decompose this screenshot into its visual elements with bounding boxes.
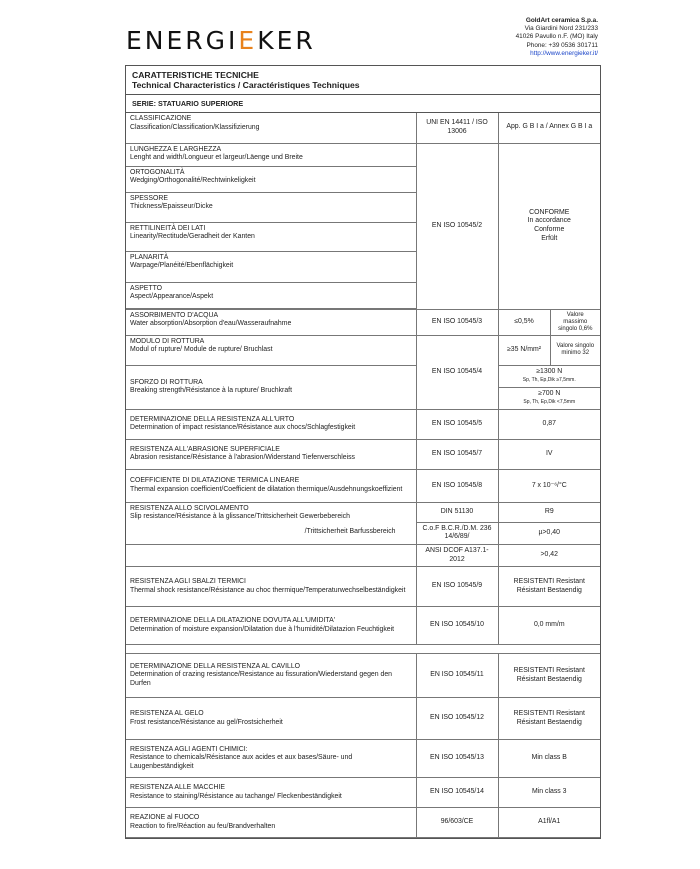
brand-logo: ENERGIEKER [126,26,316,55]
table-row: DETERMINAZIONE DELLA RESISTENZA ALL'URTO Determination of impact resistance/Résistance aux chocs/Schlagfestigkeit EN ISO 10545/5 0,87 [126,409,600,439]
table-row: RESISTENZA ALLO SCIVOLAMENTO Slip resistance/Résistance à la glissance/Trittsicherheit Gewerbebereich /Trittsicherheit Barfussbereich DIN 51130 R9 [126,502,600,522]
table-row: RESISTENZA AGLI AGENTI CHIMICI: Resistance to chemicals/Résistance aux acides et aux bases/Säure- und Laugenbeständigkeit EN ISO 10545/13 Min class B [126,740,600,778]
characteristics-table [126,113,600,838]
table-row: SPESSORE Thickness/Epaisseur/Dicke [126,192,600,222]
table-row: C.o.F B.C.R./D.M. 236 14/6/89/ µ>0,40 [126,522,600,544]
table-row: ANSI DCOF A137.1-2012 >0,42 [126,545,600,567]
table-row: ASPETTO Aspect/Appearance/Aspekt [126,282,600,308]
table-row: CLASSIFICAZIONE Classification/Classification/Klassifizierung UNI EN 14411 / ISO 13006 App. G B I a / Annex G B I a [126,113,600,143]
table-row: RESISTENZA AL GELO Frost resistance/Résistance au gel/Frostsicherheit EN ISO 10545/12 RESISTENTI Resistant Résistant Bestaendig [126,698,600,740]
table-row: RESISTENZA ALLE MACCHIE Resistance to staining/Résistance au tachange/ Fleckenbeständigkeit EN ISO 10545/14 Min class 3 [126,778,600,808]
company-website[interactable]: http://www.energieker.it/ [530,49,598,57]
table-row: PLANARITÀ Warpage/Planéité/Ebenflächigkeit [126,251,600,282]
table-row: LUNGHEZZA E LARGHEZZA Lenght and width/Longueur et largeur/Läenge und Breite EN ISO 10545/2 CONFORME In accordance Conforme Erfült [126,143,600,166]
table-row: DETERMINAZIONE DELLA DILATAZIONE DOVUTA ALL'UMIDITA' Determination of moisture expansion/Dilatation due à l'humidité/Dilatazion Feuchtigkeit EN ISO 10545/10 0,0 mm/m [126,607,600,645]
company-address-1: Via Giardini Nord 231/233 [524,25,598,33]
company-address-2: 41026 Pavullo n.F. (MO) Italy [515,33,598,41]
table-row: MODULO DI ROTTURA Modul of rupture/ Module de rupture/ Bruchlast EN ISO 10545/4 ≥35 N/mm² Valore singolo minimo 32 [126,335,600,365]
table-row: RETTILINEITÀ DEI LATI Linearity/Rectitude/Geradheit der Kanten [126,222,600,251]
table-row: ORTOGONALITÀ Wedging/Orthogonalité/Rechtwinkeligkeit [126,166,600,192]
sheet-title: CARATTERISTICHE TECNICHE Technical Characteristics / Caractéristiques Techniques [126,66,600,95]
table-row: ≥700 N Sp, Th, Ep,Dik <7,5mm [126,387,600,409]
company-name: GoldArt ceramica S.p.a. [525,17,598,24]
table-row: ASSORBIMENTO D'ACQUA Water absorption/Absorption d'eau/Wasseraufnahme EN ISO 10545/3 ≤0,5% Valore massimo singolo 0,6% [126,309,600,335]
series-name: SERIE: STATUARIO SUPERIORE [126,95,600,113]
company-phone: Phone: +39 0536 301711 [526,41,598,49]
table-row: COEFFICIENTE DI DILATAZIONE TERMICA LINEARE Thermal expansion coefficient/Coefficient de dilatation thermique/Ausdehnungskoeffizient EN ISO 10545/8 7 x 10⁻⁶/°C [126,469,600,502]
table-row: REAZIONE al FUOCO Reaction to fire/Réaction au feu/Brandverhalten 96/603/CE A1fl/A1 [126,808,600,838]
table-row: SFORZO DI ROTTURA Breaking strength/Résistance à la rupture/ Bruchkraft ≥1300 N Sp, Th, Ep,Dik ≥7,5mm. [126,365,600,387]
table-row: DETERMINAZIONE DELLA RESISTENZA AL CAVILLO Determination of crazing resistance/Resistance au fissuration/Wiederstand gegen den Durfen EN ISO 10545/11 RESISTENTI Resistant Résistant Bestaendig [126,654,600,698]
company-info [516,17,598,58]
technical-sheet [125,65,601,839]
table-row: RESISTENZA ALL'ABRASIONE SUPERFICIALE Abrasion resistance/Résistance à l'abrasion/Widerstand Tiefenverschleiss EN ISO 10545/7 IV [126,439,600,469]
table-row: RESISTENZA AGLI SBALZI TERMICI Thermal shock resistance/Résistance au choc thermique/Temperaturwechselbeständigkeit EN ISO 10545/9 RESISTENTI Resistant Résistant Bestaendig [126,567,600,607]
